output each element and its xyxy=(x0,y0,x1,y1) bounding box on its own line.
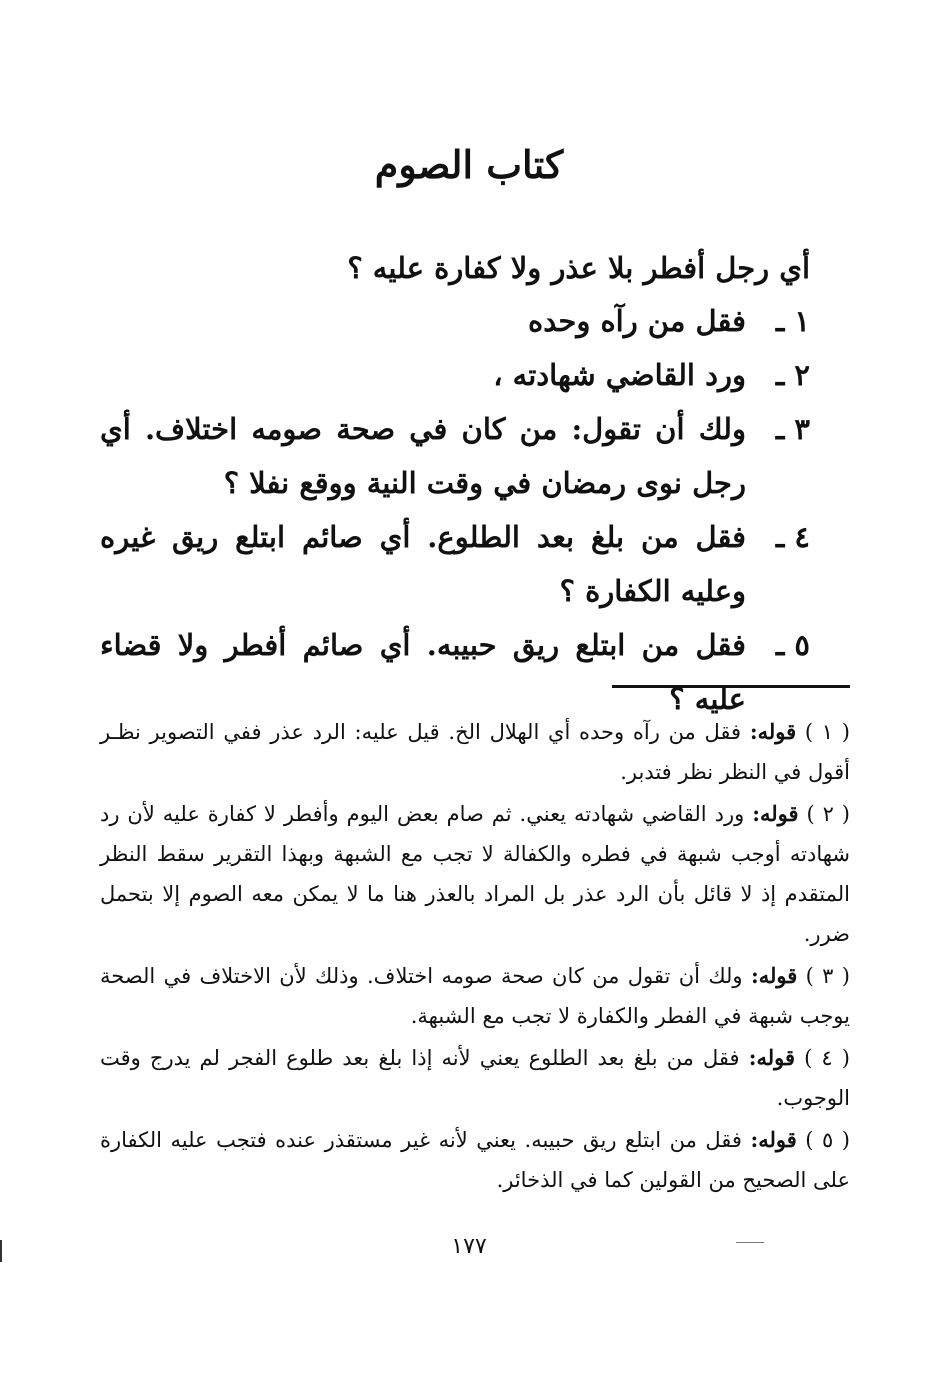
item-text: فقل من ابتلع ريق حبيبه. أي صائم أفطر ولا قضاء عليه ؟ xyxy=(100,628,746,716)
item-text: فقل من بلغ بعد الطلوع. أي صائم ابتلع ريق غيره وعليه الكفارة ؟ xyxy=(100,520,746,608)
footnote-number: ( ٥ ) xyxy=(805,1128,850,1152)
item-number: ٣ ـ xyxy=(775,412,810,446)
footnote xyxy=(100,1038,850,1118)
list-item xyxy=(100,618,810,726)
item-number: ١ ـ xyxy=(775,304,810,338)
item-text: ورد القاضي شهادته ، xyxy=(493,358,746,392)
footnote-keyword: قوله: xyxy=(749,719,797,744)
item-number: ٥ ـ xyxy=(775,628,810,662)
footnote-text: فقل من ابتلع ريق حبيبه. يعني لأنه غير مستقذر عنده فتجب عليه الكفارة على الصحيح من القولين كما في الذخائر. xyxy=(100,1128,850,1192)
list-item xyxy=(100,348,810,402)
footnote xyxy=(100,794,850,954)
footnote-number: ( ١ ) xyxy=(804,720,850,744)
footnote-number: ( ٣ ) xyxy=(805,964,850,988)
footnote-separator xyxy=(612,685,850,688)
page-title: كتاب الصوم xyxy=(374,142,564,187)
list-item xyxy=(100,294,810,348)
question-list xyxy=(100,294,810,726)
footnotes xyxy=(100,712,850,1202)
main-question: أي رجل أفطر بلا عذر ولا كفارة عليه ؟ xyxy=(347,251,810,285)
footnote-number: ( ٤ ) xyxy=(804,1046,850,1070)
page-number: ١٧٧ xyxy=(451,1234,487,1259)
footnote-number: ( ٢ ) xyxy=(806,802,850,826)
item-text: ولك أن تقول: من كان في صحة صومه اختلاف. أي رجل نوى رمضان في وقت النية ووقع نفلا ؟ xyxy=(100,412,746,500)
item-number: ٤ ـ xyxy=(775,520,810,554)
footnote xyxy=(100,1120,850,1200)
footnote xyxy=(100,712,850,792)
item-text: فقل من رآه وحده xyxy=(528,304,746,338)
footnote-text: فقل من رآه وحده أي الهلال الخ. قيل عليه: الرد عذر ففي التصوير نظـر أقول في النظر نظر فتدبر. xyxy=(100,720,850,784)
footnote-keyword: قوله: xyxy=(752,801,799,826)
footnote xyxy=(100,956,850,1036)
footnote-keyword: قوله: xyxy=(750,963,798,988)
scan-edge-mark xyxy=(0,1240,2,1262)
item-number: ٢ ـ xyxy=(775,358,810,392)
footnote-keyword: قوله: xyxy=(748,1045,796,1070)
list-item xyxy=(100,402,810,510)
footnote-text: ورد القاضي شهادته يعني. ثم صام بعض اليوم وأفطر لا كفارة عليه لأن رد شهادته أوجب شبهة في فطره والكفالة لا تجب مع الشبهة وبهذا التقرير سقط النظر المتقدم إذ لا قائل بأن الرد عذر بل المراد بالعذر هنا ما لا يمكن معه الصوم إلا بتحمل ضرر. xyxy=(100,802,850,946)
footnote-text: فقل من بلغ بعد الطلوع يعني لأنه إذا بلغ بعد طلوع الفجر لم يدرج وقت الوجوب. xyxy=(100,1046,850,1110)
list-item xyxy=(100,510,810,618)
footnote-text: ولك أن تقول من كان صحة صومه اختلاف. وذلك لأن الاختلاف في الصحة يوجب شبهة في الفطر والكفارة لا تجب مع الشبهة. xyxy=(100,964,850,1028)
footnote-keyword: قوله: xyxy=(750,1127,797,1152)
